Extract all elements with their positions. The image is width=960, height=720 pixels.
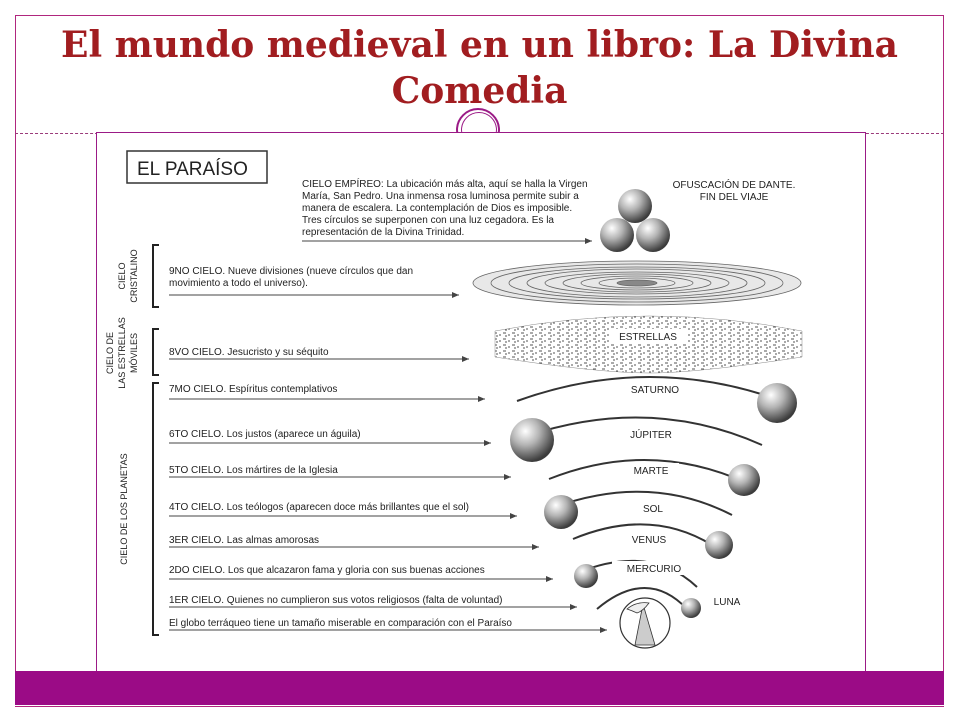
- empireo-line-4: Tres círculos se superponen con una luz cegadora. Es la: [302, 215, 554, 226]
- group-estrellas-1: CIELO DE: [105, 331, 115, 375]
- trinity-sphere-left: [600, 218, 634, 252]
- label-estrellas: ESTRELLAS: [619, 332, 677, 343]
- heaven-8-text: 8VO CIELO. Jesucristo y su séquito: [169, 347, 329, 358]
- label-marte: MARTE: [633, 466, 669, 477]
- brace-planetas: [153, 383, 159, 635]
- sol-sphere: [544, 495, 578, 529]
- slide-title: [15, 22, 944, 114]
- heaven-1-text: 1ER CIELO. Quienes no cumplieron sus votos religiosos (falta de voluntad): [169, 595, 503, 606]
- label-venus: VENUS: [631, 535, 667, 546]
- paraiso-diagram: [96, 132, 866, 679]
- crystalline-rings: [473, 261, 801, 305]
- brace-cristalino: [153, 245, 159, 307]
- bottom-line: [15, 706, 944, 707]
- group-cristalino-1: CIELO: [117, 262, 127, 290]
- brace-estrellas: [153, 329, 159, 375]
- group-estrellas-3: MÓVILES: [129, 332, 139, 374]
- empireo-line-1: CIELO EMPÍREO: La ubicación más alta, aquí se halla la Virgen: [302, 179, 588, 190]
- ofuscacion-label-2: FIN DEL VIAJE: [699, 192, 769, 203]
- trinity-sphere-right: [636, 218, 670, 252]
- label-mercurio: MERCURIO: [626, 564, 682, 575]
- group-planetas: CIELO DE LOS PLANETAS: [119, 453, 129, 565]
- group-estrellas-2: LAS ESTRELLAS: [117, 317, 127, 389]
- heaven-7-text: 7MO CIELO. Espíritus contemplativos: [169, 384, 338, 395]
- noveno-line-1: 9NO CIELO. Nueve divisiones (nueve círculos que dan: [169, 266, 414, 277]
- heaven-3-text: 3ER CIELO. Las almas amorosas: [169, 535, 320, 546]
- luna-sphere: [681, 598, 701, 618]
- trinity-sphere-top: [618, 189, 652, 223]
- ofuscacion-label-1: OFUSCACIÓN DE DANTE.: [672, 180, 796, 191]
- paraiso-svg: [97, 133, 867, 680]
- empireo-line-3: manera de escalera. La contemplación de Dios es imposible.: [302, 203, 573, 214]
- mercurio-sphere: [574, 564, 598, 588]
- venus-sphere: [705, 531, 733, 559]
- starry-band: [495, 316, 802, 373]
- label-saturno: SATURNO: [630, 385, 680, 396]
- heaven-2-text: 2DO CIELO. Los que alcazaron fama y gloria con sus buenas acciones: [169, 565, 485, 576]
- heaven-6-text: 6TO CIELO. Los justos (aparece un águila): [169, 429, 361, 440]
- saturno-sphere: [757, 383, 797, 423]
- label-sol: SOL: [642, 504, 664, 515]
- heaven-5-text: 5TO CIELO. Los mártires de la Iglesia: [169, 465, 338, 476]
- empireo-line-2: María, San Pedro. Una inmensa rosa luminosa permite subir a: [302, 191, 579, 202]
- marte-sphere: [728, 464, 760, 496]
- noveno-line-2: movimiento a todo el universo).: [169, 278, 308, 289]
- globe-text: El globo terráqueo tiene un tamaño miserable en comparación con el Paraíso: [169, 618, 512, 629]
- heading-text: EL PARAÍSO: [137, 159, 248, 180]
- slide-title-text: El mundo medieval en un libro: La Divina Comedia: [61, 24, 898, 112]
- heaven-4-text: 4TO CIELO. Los teólogos (aparecen doce más brillantes que el sol): [169, 502, 469, 513]
- bottom-accent-band: [15, 671, 944, 705]
- empireo-text: [302, 177, 588, 238]
- empireo-line-5: representación de la Divina Trinidad.: [302, 227, 465, 238]
- label-luna: LUNA: [713, 597, 741, 608]
- jupiter-sphere: [510, 418, 554, 462]
- label-jupiter: JÚPITER: [630, 430, 672, 441]
- group-cristalino-2: CRISTALINO: [129, 249, 139, 303]
